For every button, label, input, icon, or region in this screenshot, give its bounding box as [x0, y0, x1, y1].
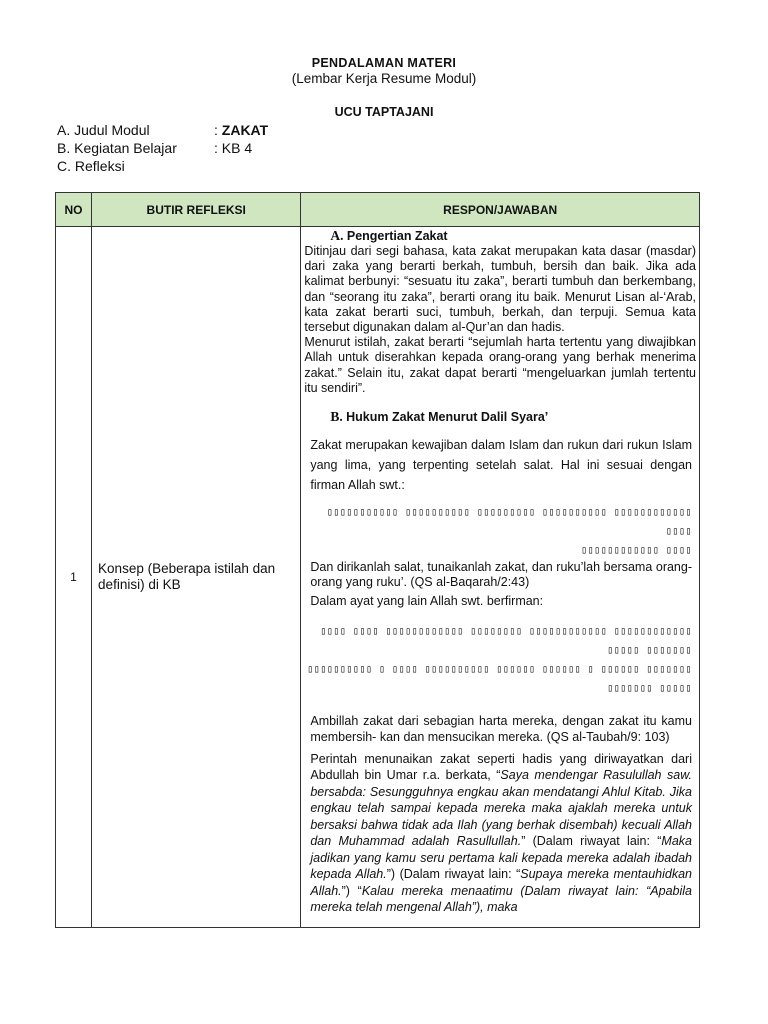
section-heading-a: A. Pengertian Zakat: [330, 228, 448, 243]
author-name: UCU TAPTAJANI: [334, 105, 434, 119]
meta-key: A. Judul Modul: [57, 122, 150, 138]
paragraph-obligation: Zakat merupakan kewajiban dalam Islam dan rukun dari rukun Islam yang lima, yang terpenting setelah salat. Hal ini sesuai dengan firman Allah swt.:: [310, 438, 692, 493]
table-header-row: [56, 193, 700, 227]
paragraph-definition-language: Ditinjau dari segi bahasa, kata zakat merupakan kata dasar (masdar) dari zaka yang berarti berkah, tumbuh, bersih dan baik. Jika ada kalimat berbunyi: “sesuatu itu zaka”, berarti tumbuh dan berkembang, dan “seorang itu zaka”, berarti orang itu baik. Menurut Lisan al-‘Arab, kata zakat berarti suci, tumbuh, berkah, dan terpuji. Semua kata tersebut digunakan dalam al-Qur’an dan hadis.: [304, 244, 696, 335]
meta-row-kegiatan: [57, 139, 268, 157]
header-butir: BUTIR REFLEKSI: [92, 193, 301, 227]
section-heading-b: B. Hukum Zakat Menurut Dalil Syara’: [330, 409, 549, 425]
arabic-verse-2: ▯▯▯▯ ▯▯▯▯ ▯▯▯▯▯▯▯▯▯▯▯▯ ▯▯▯▯▯▯▯▯ ▯▯▯▯▯▯▯▯▯▯▯▯ ▯▯▯▯▯▯▯▯▯▯▯▯ ▯▯▯▯▯ ▯▯▯▯▯▯▯ ▯▯▯▯▯▯▯▯▯▯ ▯ ▯▯▯▯ ▯▯▯▯▯▯▯▯▯▯ ▯▯▯▯▯▯ ▯▯▯▯▯▯ ▯ ▯▯▯▯▯▯ ▯▯▯▯▯▯▯ ▯▯▯▯▯▯▯ ▯▯▯▯▯: [307, 625, 692, 694]
arabic-verse-1: ▯▯▯▯▯▯▯▯▯▯▯ ▯▯▯▯▯▯▯▯▯▯ ▯▯▯▯▯▯▯▯▯ ▯▯▯▯▯▯▯▯▯▯ ▯▯▯▯▯▯▯▯▯▯▯▯ ▯▯▯▯ ▯▯▯▯▯▯▯▯▯▯▯▯ ▯▯▯▯: [326, 507, 692, 557]
meta-row-refleksi: [57, 157, 268, 175]
meta-key: B. Kegiatan Belajar: [57, 140, 177, 156]
meta-value: : ZAKAT: [214, 122, 269, 138]
table-row: [56, 227, 700, 928]
row-response: [301, 227, 700, 928]
paragraph-verse-2-intro: Dalam ayat yang lain Allah swt. berfirman:: [310, 594, 544, 609]
meta-row-judul: [57, 121, 268, 139]
meta-key: C. Refleksi: [57, 158, 125, 174]
row-number: 1: [56, 227, 92, 928]
row-butir: Konsep (Beberapa istilah dan definisi) di KB: [92, 227, 301, 928]
paragraph-verse-1-translation: Dan dirikanlah salat, tunaikanlah zakat, dan ruku’lah bersama orang-orang yang ruku’. (QS al-Baqarah/2:43): [310, 560, 692, 590]
paragraph-verse-2-translation: Ambillah zakat dari sebagian harta mereka, dengan zakat itu kamu membersih- kan dan mensucikan mereka. (QS al-Taubah/9: 103): [310, 713, 692, 744]
paragraph-definition-term: Menurut istilah, zakat berarti “sejumlah harta tertentu yang diwajibkan Allah untuk diserahkan kepada orang-orang yang berhak menerima zakat.” Selain itu, zakat dapat berarti “mengeluarkan jumlah tertentu itu sendiri”.: [304, 335, 696, 395]
header-no: NO: [56, 193, 92, 227]
page-title: PENDALAMAN MATERI: [311, 56, 457, 70]
meta-value: : KB 4: [214, 140, 253, 156]
reflection-table: [55, 192, 700, 928]
header-respon: RESPON/JAWABAN: [301, 193, 700, 227]
page-subtitle: (Lembar Kerja Resume Modul): [291, 71, 477, 86]
module-title: ZAKAT: [221, 122, 269, 138]
paragraph-hadith: Perintah menunaikan zakat seperti hadis yang diriwayatkan dari Abdullah bin Umar r.a. berkata, “Saya mendengar Rasulullah saw. bersabda: Sesungguhnya engkau akan mendatangi Ahlul Kitab. Jika engkau telah sampai kepada mereka maka ajaklah mereka untuk bersaksi bahwa tidak ada Ilah (yang berhak disembah) kecuali Allah dan Muhammad adalah Rasullullah.” (Dalam riwayat lain: “Maka jadikan yang kamu seru pertama kali kepada mereka adalah ibadah kepada Allah.”) (Dalam riwayat lain: “Supaya mereka mentauhidkan Allah.”) “Kalau mereka menaatimu (Dalam riwayat lain: “Apabila mereka telah mengenal Allah”), maka: [310, 751, 693, 915]
module-meta: [57, 121, 268, 175]
